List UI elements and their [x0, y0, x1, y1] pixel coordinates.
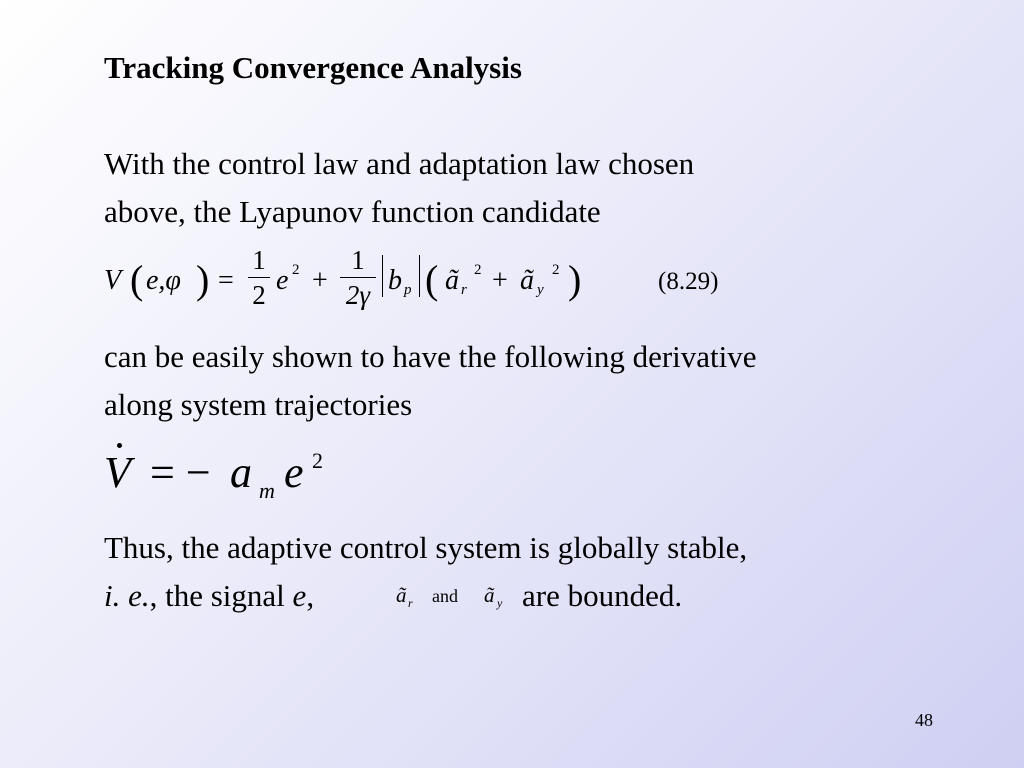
eq1-ar-exponent: 2 — [474, 262, 482, 278]
eq2-V: V — [104, 448, 131, 497]
eq1-big-open-paren: ( — [425, 257, 439, 302]
paragraph-derivative-line2: along system trajectories — [104, 387, 413, 422]
inline-a-y: ã — [484, 583, 495, 607]
ie-text: i. e. — [104, 578, 150, 613]
equation-number: (8.29) — [658, 268, 719, 295]
eq1-plus: + — [312, 265, 328, 296]
paragraph-conclusion-line1: Thus, the adaptive control system is globally stable, — [104, 530, 748, 565]
paragraph-intro-line2: above, the Lyapunov function candidate — [104, 194, 601, 229]
eq1-V: V — [104, 265, 122, 296]
paragraph-derivative-line1: can be easily shown to have the following derivative — [104, 339, 757, 374]
inline-r-subscript: r — [408, 596, 413, 610]
eq2-e-exponent: 2 — [312, 448, 323, 473]
eq1-plus-2: + — [492, 265, 508, 296]
eq1-fraction-half — [248, 245, 270, 310]
eq1-frac2-bar — [340, 277, 376, 278]
page-number: 48 — [915, 710, 933, 730]
eq1-close-paren: ) — [196, 257, 210, 302]
eq2-a-subscript: m — [259, 478, 275, 503]
inline-a-r: ã — [396, 583, 407, 607]
eq1-args: e,φ — [146, 265, 181, 296]
inline-and: and — [432, 586, 458, 606]
eq1-ay-exponent: 2 — [552, 262, 560, 278]
paragraph-conclusion — [104, 524, 747, 572]
eq2-e: e — [284, 448, 304, 497]
eq2-a: a — [230, 448, 252, 497]
eq1-abs-left-bar — [382, 255, 383, 297]
paragraph-intro — [104, 140, 694, 236]
eq1-frac1-denominator: 2 — [252, 280, 266, 310]
eq1-open-paren: ( — [130, 257, 144, 302]
eq1-fraction-gamma — [340, 245, 376, 310]
paragraph-derivative — [104, 333, 757, 429]
slide-title: Tracking Convergence Analysis — [104, 50, 522, 85]
eq1-a-y: ã — [520, 265, 534, 296]
inline-y-subscript: y — [497, 596, 503, 610]
eq1-frac2-numerator: 1 — [351, 245, 365, 275]
eq1-a-r: ã — [445, 265, 459, 296]
eq1-frac1-bar — [248, 277, 270, 278]
eq1-b: b — [388, 265, 402, 296]
eq1-big-close-paren: ) — [568, 257, 582, 302]
signal-e: e — [292, 578, 307, 613]
eq1-equals: = — [218, 265, 234, 296]
conclusion-line2 — [104, 572, 314, 620]
eq1-b-subscript: p — [404, 282, 412, 298]
eq1-e-exponent: 2 — [292, 262, 300, 278]
eq1-frac1-numerator: 1 — [252, 245, 266, 275]
signal-comma: , — [306, 578, 315, 613]
paragraph-intro-line1: With the control law and adaptation law chosen — [104, 146, 695, 181]
eq1-y-subscript: y — [537, 282, 544, 298]
eq2-equals-minus: = − — [150, 448, 211, 497]
eq1-abs-right-bar — [419, 255, 420, 297]
eq1-frac2-denominator: 2γ — [345, 280, 371, 310]
eq1-e: e — [276, 265, 289, 296]
signal-text: , the signal — [149, 578, 293, 613]
bounded-text: are bounded. — [522, 578, 683, 613]
eq1-r-subscript: r — [461, 282, 467, 298]
